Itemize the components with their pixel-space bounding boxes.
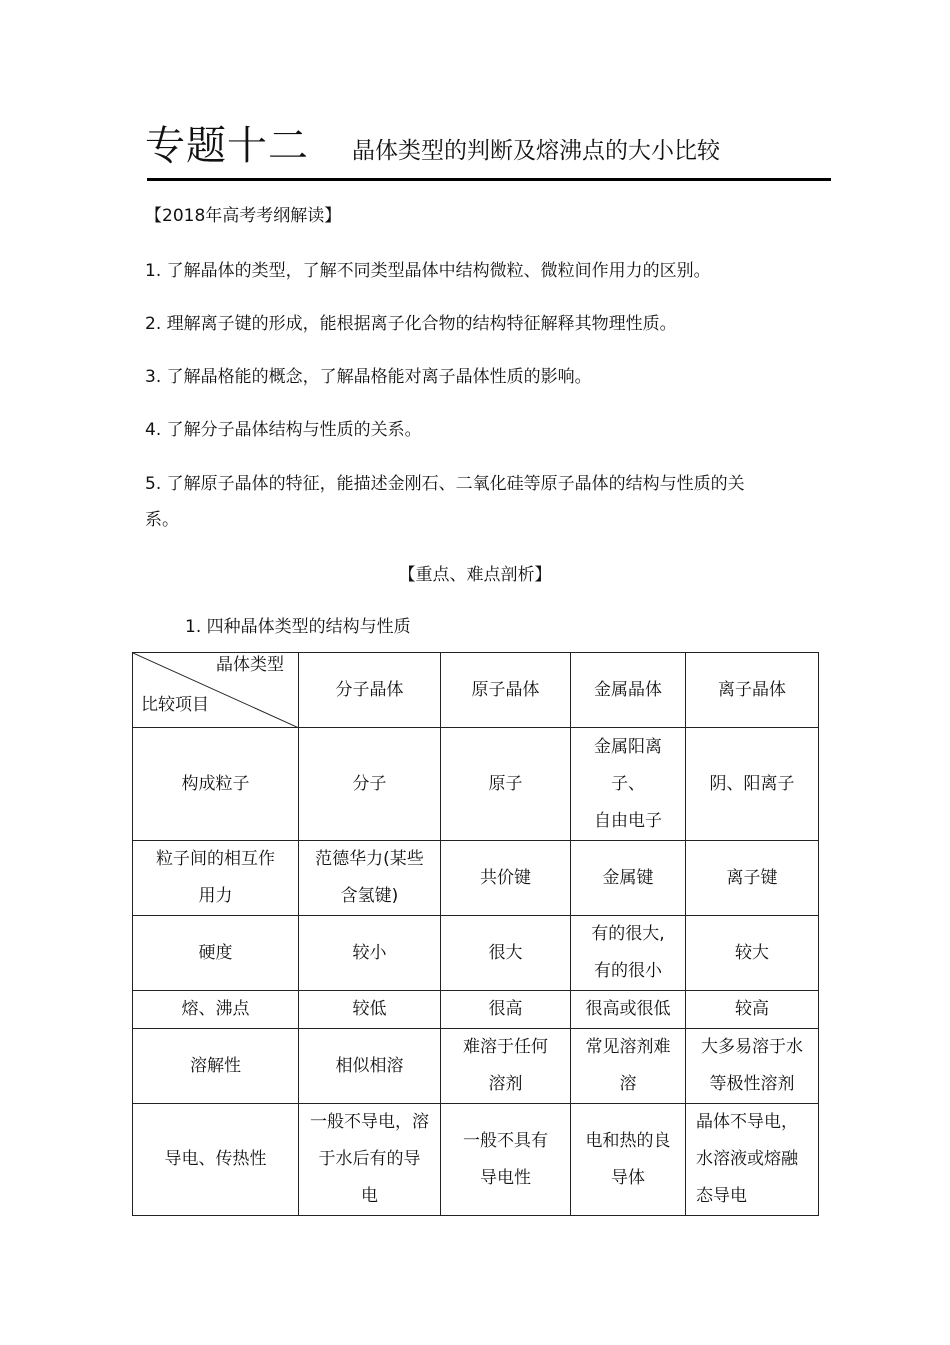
topic-title: 晶体类型的判断及熔沸点的大小比较 (352, 138, 720, 164)
cell-text: 电 (361, 1186, 378, 1206)
table-cell (571, 1029, 686, 1104)
cell-text: 水溶液或熔融 (696, 1149, 798, 1169)
table-cell (686, 728, 819, 841)
column-header: 原子晶体 (441, 653, 571, 728)
cell-text: 分子 (352, 773, 387, 794)
section-heading: 1. 四种晶体类型的结构与性质 (185, 617, 411, 637)
table-cell (441, 1104, 571, 1216)
cell-text: 金属键 (602, 867, 654, 888)
outline-item-5: 5. 了解原子晶体的特征，能描述金刚石、二氧化硅等原子晶体的结构与性质的关 (145, 474, 745, 494)
cell-text: 难溶于任何 (463, 1037, 548, 1057)
table-cell (441, 841, 571, 916)
row-label (133, 841, 299, 916)
table-cell (571, 1104, 686, 1216)
cell-text: 导电性 (480, 1167, 531, 1188)
cell-text: 用力 (198, 886, 233, 906)
cell-text: 态导电 (696, 1186, 747, 1206)
cell-text: 较高 (735, 999, 769, 1019)
table-row (133, 1104, 819, 1216)
row-label (133, 916, 299, 991)
cell-text: 很大 (488, 942, 523, 963)
table-cell (571, 991, 686, 1029)
cell-text: 溶解性 (190, 1055, 241, 1076)
cell-text: 于水后有的导 (318, 1149, 421, 1169)
analysis-heading: 【重点、难点剖析】 (398, 565, 552, 585)
table-cell (299, 991, 441, 1029)
outline-item-5-cont: 系。 (145, 510, 179, 530)
table-cell (441, 991, 571, 1029)
table-row (133, 841, 819, 916)
cell-text: 自由电子 (594, 810, 662, 831)
cell-text: 一般不导电，溶 (310, 1112, 429, 1132)
corner-label-type: 晶体类型 (216, 655, 284, 675)
table-cell (571, 841, 686, 916)
cell-text: 导电、传热性 (164, 1149, 267, 1169)
column-header: 离子晶体 (686, 653, 819, 728)
table-cell (441, 916, 571, 991)
cell-text: 子、 (611, 773, 645, 794)
column-header: 分子晶体 (299, 653, 441, 728)
row-label (133, 1029, 299, 1104)
cell-text: 硬度 (198, 942, 233, 963)
cell-text: 共价键 (480, 867, 531, 888)
table-header-row (133, 653, 819, 728)
outline-item-4: 4. 了解分子晶体结构与性质的关系。 (145, 420, 422, 440)
title-rule (147, 178, 831, 181)
cell-text: 构成粒子 (181, 773, 250, 794)
table-cell (686, 841, 819, 916)
crystal-comparison-table (132, 652, 819, 1216)
outline-item-3: 3. 了解晶格能的概念，了解晶格能对离子晶体性质的影响。 (145, 367, 592, 387)
row-label (133, 991, 299, 1029)
cell-text: 粒子间的相互作 (156, 849, 275, 869)
table-cell (299, 728, 441, 841)
cell-text: 等极性溶剂 (709, 1074, 795, 1094)
table-cell (571, 916, 686, 991)
cell-text: 有的很小 (594, 961, 662, 981)
table-row (133, 916, 819, 991)
outline-heading: 【2018年高考考纲解读】 (145, 206, 342, 226)
outline-item-1: 1. 了解晶体的类型，了解不同类型晶体中结构微粒、微粒间作用力的区别。 (145, 261, 711, 281)
cell-text: 阴、阳离子 (709, 773, 795, 794)
table-cell (299, 916, 441, 991)
table-cell (686, 1029, 819, 1104)
corner-label-item: 比较项目 (141, 695, 209, 715)
table-cell (571, 728, 686, 841)
row-label (133, 1104, 299, 1216)
cell-text: 金属阳离 (594, 736, 662, 757)
corner-cell (133, 653, 299, 728)
table-row (133, 1029, 819, 1104)
column-header: 金属晶体 (571, 653, 686, 728)
table-cell (441, 728, 571, 841)
table-cell (299, 841, 441, 916)
cell-text: 很高或很低 (585, 999, 671, 1019)
table-cell (686, 991, 819, 1029)
cell-text: 溶剂 (488, 1074, 523, 1094)
cell-text: 原子 (488, 773, 523, 794)
table-cell (441, 1029, 571, 1104)
cell-text: 离子键 (726, 867, 778, 888)
cell-text: 含氢键) (340, 886, 399, 906)
outline-item-2: 2. 理解离子键的形成，能根据离子化合物的结构特征解释其物理性质。 (145, 314, 677, 334)
table-cell (686, 916, 819, 991)
table-row (133, 728, 819, 841)
cell-text: 晶体不导电， (696, 1112, 798, 1132)
cell-text: 相似相溶 (335, 1055, 404, 1076)
cell-text: 较小 (352, 942, 387, 963)
table-cell (686, 1104, 819, 1216)
cell-text: 一般不具有 (463, 1130, 548, 1151)
table-cell (299, 1104, 441, 1216)
cell-text: 熔、沸点 (181, 999, 250, 1019)
table-row (133, 991, 819, 1029)
cell-text: 大多易溶于水 (701, 1037, 803, 1057)
cell-text: 导体 (611, 1167, 645, 1188)
cell-text: 电和热的良 (585, 1130, 671, 1151)
cell-text: 溶 (619, 1074, 637, 1094)
cell-text: 有的很大, (591, 924, 665, 944)
row-label (133, 728, 299, 841)
cell-text: 常见溶剂难 (585, 1037, 671, 1057)
cell-text: 范德华力(某些 (315, 849, 424, 869)
cell-text: 很高 (488, 999, 523, 1019)
cell-text: 较大 (735, 942, 769, 963)
cell-text: 较低 (352, 999, 387, 1019)
table-cell (299, 1029, 441, 1104)
topic-number: 专题十二 (145, 123, 309, 169)
